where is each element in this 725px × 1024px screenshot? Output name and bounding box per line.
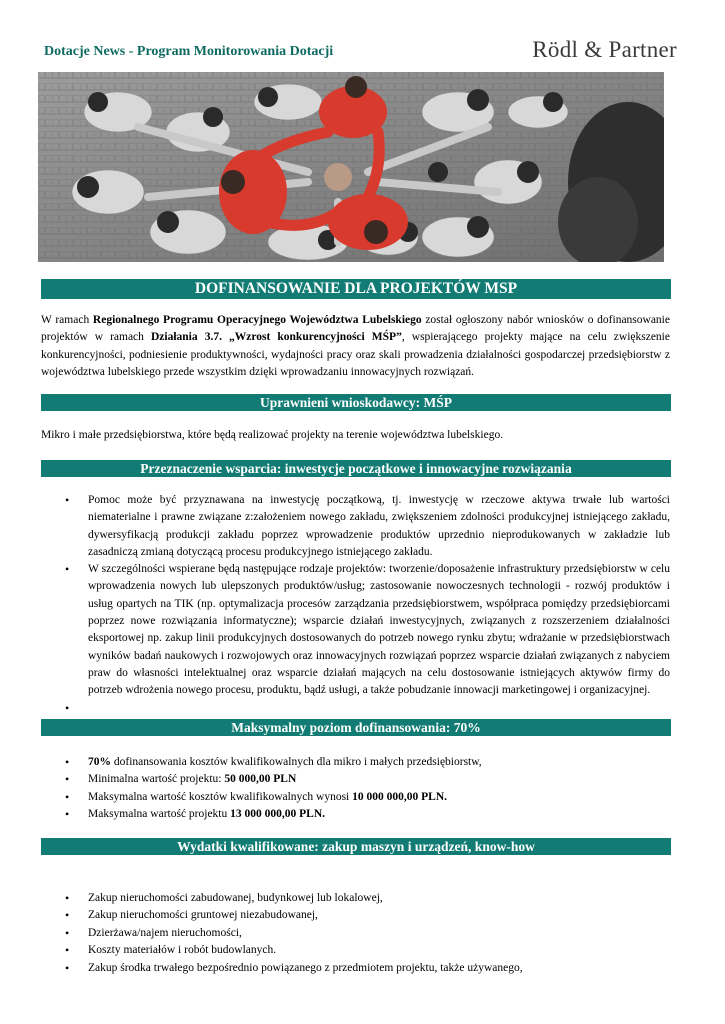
- list-item: [88, 754, 670, 771]
- funding-amount: 50 000,00 PLN: [224, 773, 297, 786]
- purpose-list: [88, 492, 670, 717]
- section-heading-applicants: Uprawnieni wnioskodawcy: MŚP: [41, 394, 671, 411]
- section-heading-purpose: Przeznaczenie wsparcia: inwestycje początkowe i innowacyjne rozwiązania: [41, 460, 671, 477]
- intro-text-2: został ogłoszony nabór wniosków o dofinansowanie projektów w ramach: [41, 314, 670, 344]
- list-item: • Pomoc może być przyznawana na inwestycję początkową, tj. inwestycję w rzeczowe aktywa trwałe lub wartości niematerialne i prawne związane z:założeniem nowego zakładu, zwiększeniem zdolności produkcyjnej istniejącego zakładu, dywersyfikacją produkcji zakładu poprzez wprowadzenie produktów uprzednio nieprodukowanych w zakładzie lub zasadniczą zmianą dotyczącą procesu produkcyjnego istniejącego zakładu.: [88, 492, 670, 561]
- funding-percent: 70%: [88, 756, 111, 768]
- applicants-text: Mikro i małe przedsiębiorstwa, które będą realizować projekty na terenie województwa lubelskiego.: [41, 429, 504, 441]
- funding-text: Minimalna wartość projektu:: [88, 773, 225, 786]
- funding-list: [88, 754, 670, 824]
- list-item: [88, 806, 670, 823]
- intro-program-name: Regionalnego Programu Operacyjnego Województwa Lubelskiego: [92, 314, 422, 326]
- costs-list: [88, 890, 670, 977]
- intro-text-3: , wspierającego projekty mające na celu zwiększenie konkurencyjności, podniesienie produktywności, wydajności pracy oraz skali prowadzenia działalności gospodarczej przedsiębiorstw z województwa lubelskiego przede wszystkim dzięki wprowadzaniu innowacyjnych rozwiązań.: [41, 331, 670, 378]
- newsletter-title: Dotacje News - Program Monitorowania Dotacji: [44, 44, 334, 59]
- intro-measure-name: Działania 3.7. „Wzrost konkurencyjności MŚP”: [150, 331, 402, 344]
- intro-paragraph: [41, 312, 670, 381]
- team-huddle-photo: [38, 72, 664, 262]
- funding-amount: 10 000 000,00 PLN.: [352, 790, 448, 803]
- section-heading-funding: Maksymalny poziom dofinansowania: 70%: [41, 719, 671, 736]
- funding-amount: 13 000 000,00 PLN.: [230, 808, 325, 821]
- intro-text-1: W ramach: [41, 314, 93, 326]
- funding-text: dofinansowania kosztów kwalifikowalnych dla mikro i małych przedsiębiorstw,: [111, 756, 482, 768]
- list-item: [88, 789, 670, 806]
- list-item: • Dzierżawa/najem nieruchomości,: [88, 925, 670, 942]
- list-item: • Zakup nieruchomości zabudowanej, budynkowej lub lokalowej,: [88, 890, 670, 907]
- list-item: • W szczególności wspierane będą następujące rodzaje projektów: tworzenie/doposażenie infrastruktury przedsiębiorstw w celu wprowadzenia nowych lub ulepszonych produktów/usług; zastosowanie nowoczesnych technologii - rozwój produktów i usług opartych na TIK (np. optymalizacja procesów zarządzania przedsiębiorstwem, współpraca pomiędzy przedsiębiorcami poprzez nowe rozwiązania informatyczne); wsparcie działań inwestycyjnych, związanych z rozszerzeniem działalności eksportowej np. zakup linii produkcyjnych dostosowanych do potrzeb nowego rynku zbytu; wdrażanie w przedsiębiorstwach wyników badań naukowych i rozwojowych oraz innowacyjnych rozwiązań poprzez wsparcie działań związanych z nabyciem praw do własności intelektualnej oraz wsparcie działań mających na celu dostosowanie istniejących aktywów firmy do potrzeb wdrożenia nowego procesu, produktu, bądź usługi, a także pobudzanie innowacji marketingowej i organizacyjnej.: [88, 561, 670, 699]
- list-item: • Koszty materiałów i robót budowlanych.: [88, 942, 670, 959]
- section-heading-costs: Wydatki kwalifikowane: zakup maszyn i urządzeń, know-how: [41, 838, 671, 855]
- company-logo: Rödl & Partner: [532, 37, 677, 62]
- list-item: • Zakup nieruchomości gruntowej niezabudowanej,: [88, 907, 670, 924]
- funding-text: Maksymalna wartość projektu: [88, 808, 231, 821]
- main-heading-bar: DOFINANSOWANIE DLA PROJEKTÓW MSP: [41, 279, 671, 299]
- list-item: [88, 771, 670, 788]
- list-item-empty: [88, 700, 670, 717]
- funding-text: Maksymalna wartość kosztów kwalifikowalnych wynosi: [88, 790, 353, 803]
- list-item: • Zakup środka trwałego bezpośrednio powiązanego z przedmiotem projektu, także używanego,: [88, 960, 670, 977]
